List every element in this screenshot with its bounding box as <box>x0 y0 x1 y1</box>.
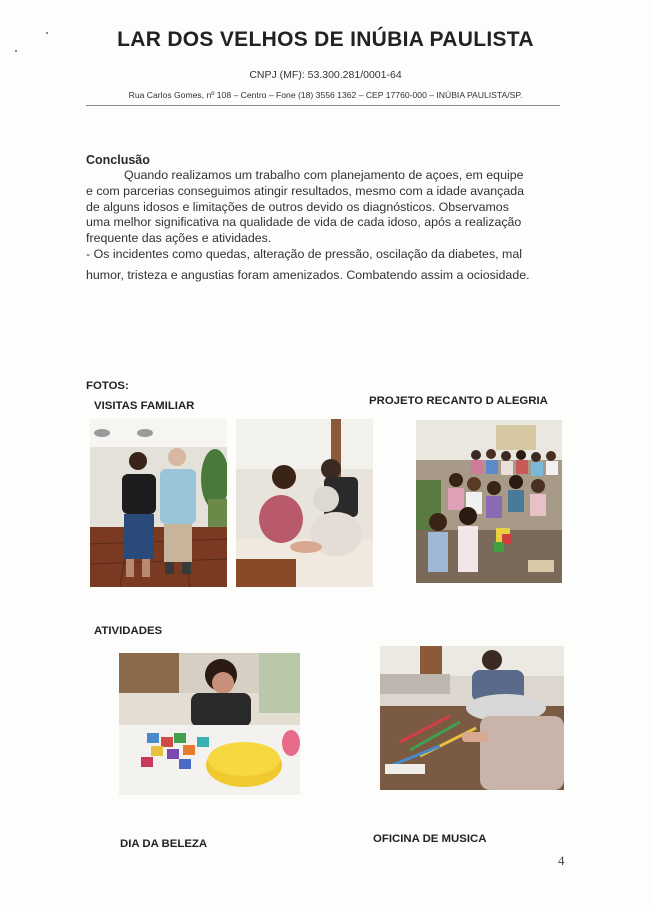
conclusion-line: de alguns idosos e limitações de outros devido os diagnósticos. Observamos <box>86 200 509 214</box>
organization-title: LAR DOS VELHOS DE INÚBIA PAULISTA <box>117 28 534 51</box>
atividades-caption: ATIVIDADES <box>94 625 163 637</box>
activities-table-photo <box>119 653 300 795</box>
photos-section-label: FOTOS: <box>86 380 129 392</box>
conclusion-line: uma melhor significativa na qualidade de vida de cada idoso, após a realização <box>86 215 522 229</box>
address-line: Rua Carlos Gomes, nº 108 – Centro – Fone (18) 3556 1362 – CEP 17760-000 – INÚBIA PAULISTA/SP. <box>128 90 523 100</box>
conclusion-line: frequente das ações e atividades. <box>86 231 272 245</box>
conclusion-line: - Os incidentes como quedas, alteração de pressão, oscilação da diabetes, mal <box>86 247 522 261</box>
dia-da-beleza-caption: DIA DA BELEZA <box>120 838 208 850</box>
header-divider <box>86 105 560 106</box>
family-visit-photo <box>90 419 227 587</box>
page-number: 4 <box>558 853 565 868</box>
conclusion-heading: Conclusão <box>86 153 150 167</box>
cnpj-line: CNPJ (MF): 53.300.281/0001-64 <box>249 69 402 81</box>
oficina-de-musica-caption: OFICINA DE MUSICA <box>373 833 487 845</box>
music-workshop-photo <box>380 646 564 790</box>
conclusion-line: Quando realizamos um trabalho com planejamento de açoes, em equipe <box>124 168 524 182</box>
visit-caregiver-photo <box>236 419 373 587</box>
recanto-alegria-caption: PROJETO RECANTO D ALEGRIA <box>369 395 548 407</box>
conclusion-line: e com parcerias conseguimos atingir resultados, mesmo com a idade avançada <box>86 184 525 198</box>
conclusion-line: humor, tristeza e angustias foram amenizados. Combatendo assim a ociosidade. <box>86 268 530 282</box>
recanto-alegria-photo <box>416 420 562 583</box>
visitas-familiar-caption: VISITAS FAMILIAR <box>94 400 195 412</box>
